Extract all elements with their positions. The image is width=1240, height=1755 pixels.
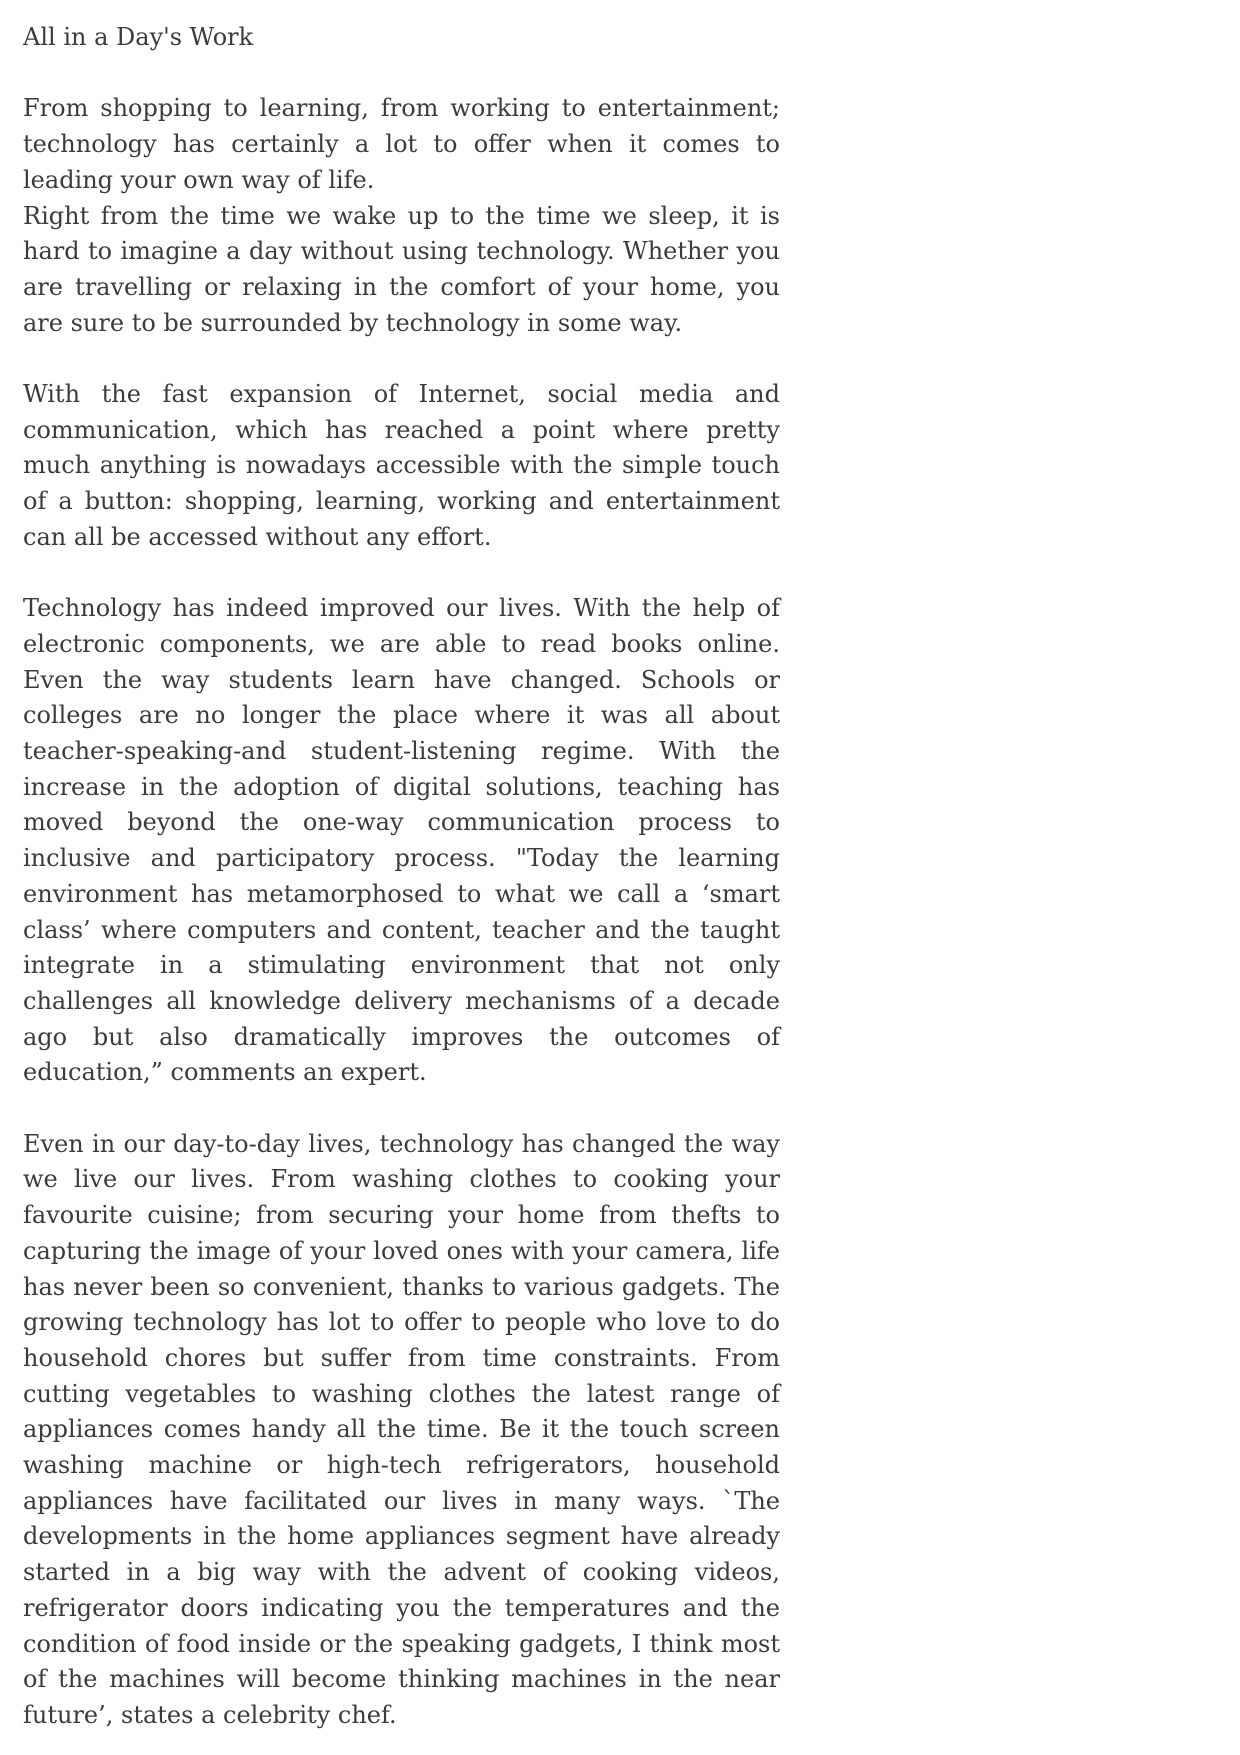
paragraph-intro: From shopping to learning, from working to entertainment; technology has certainly a lot to offer when it comes to leading your own way of life. <box>23 94 780 194</box>
paragraph-daily-technology: Right from the time we wake up to the time we sleep, it is hard to imagine a day without using technology. Whether you are travelling or relaxing in the comfort of your home, you are sure to be surrounded by technology in some way. <box>23 201 780 337</box>
document-title: All in a Day's Work <box>23 23 254 51</box>
spacer <box>23 1091 780 1127</box>
spacer <box>23 341 780 377</box>
spacer <box>23 56 780 92</box>
paragraph-education: Technology has indeed improved our lives. With the help of electronic components, we are able to read books online. Even the way students learn have changed. Schools or colleges are no longer the place where it was all about teacher-speaking-and student-listening regime. With the increase in the adoption of digital solutions, teaching has moved beyond the one-way communication process to inclusive and participatory process. "Today the learning environment has metamorphosed to what we call a ‘smart class’ where computers and content, teacher and the taught integrate in a stimulating environment that not only challenges all knowledge delivery mechanisms of a decade ago but also dramatically improves the outcomes of education,” comments an expert. <box>23 594 780 1087</box>
paragraph-household: Even in our day-to-day lives, technology has changed the way we live our lives. From washing clothes to cooking your favourite cuisine; from securing your home from thefts to capturing the image of your loved ones with your camera, life has never been so convenient, thanks to various gadgets. The growing technology has lot to offer to people who love to do household chores but suffer from time constraints. From cutting vegetables to washing clothes the latest range of appliances comes handy all the time. Be it the touch screen washing machine or high-tech refrigerators, household appliances have facilitated our lives in many ways. `The developments in the home appliances segment have already started in a big way with the advent of cooking videos, refrigerator doors indicating you the temperatures and the condition of food inside or the speaking gadgets, I think most of the machines will become thinking machines in the near future’, states a celebrity chef. <box>23 1129 780 1729</box>
paragraph-internet: With the fast expansion of Internet, social media and communication, which has reached a point where pretty much anything is nowadays accessible with the simple touch of a button: shopping, learning, working and entertainment can all be accessed without any effort. <box>23 380 780 551</box>
spacer <box>23 556 780 592</box>
document-page <box>23 20 780 1734</box>
